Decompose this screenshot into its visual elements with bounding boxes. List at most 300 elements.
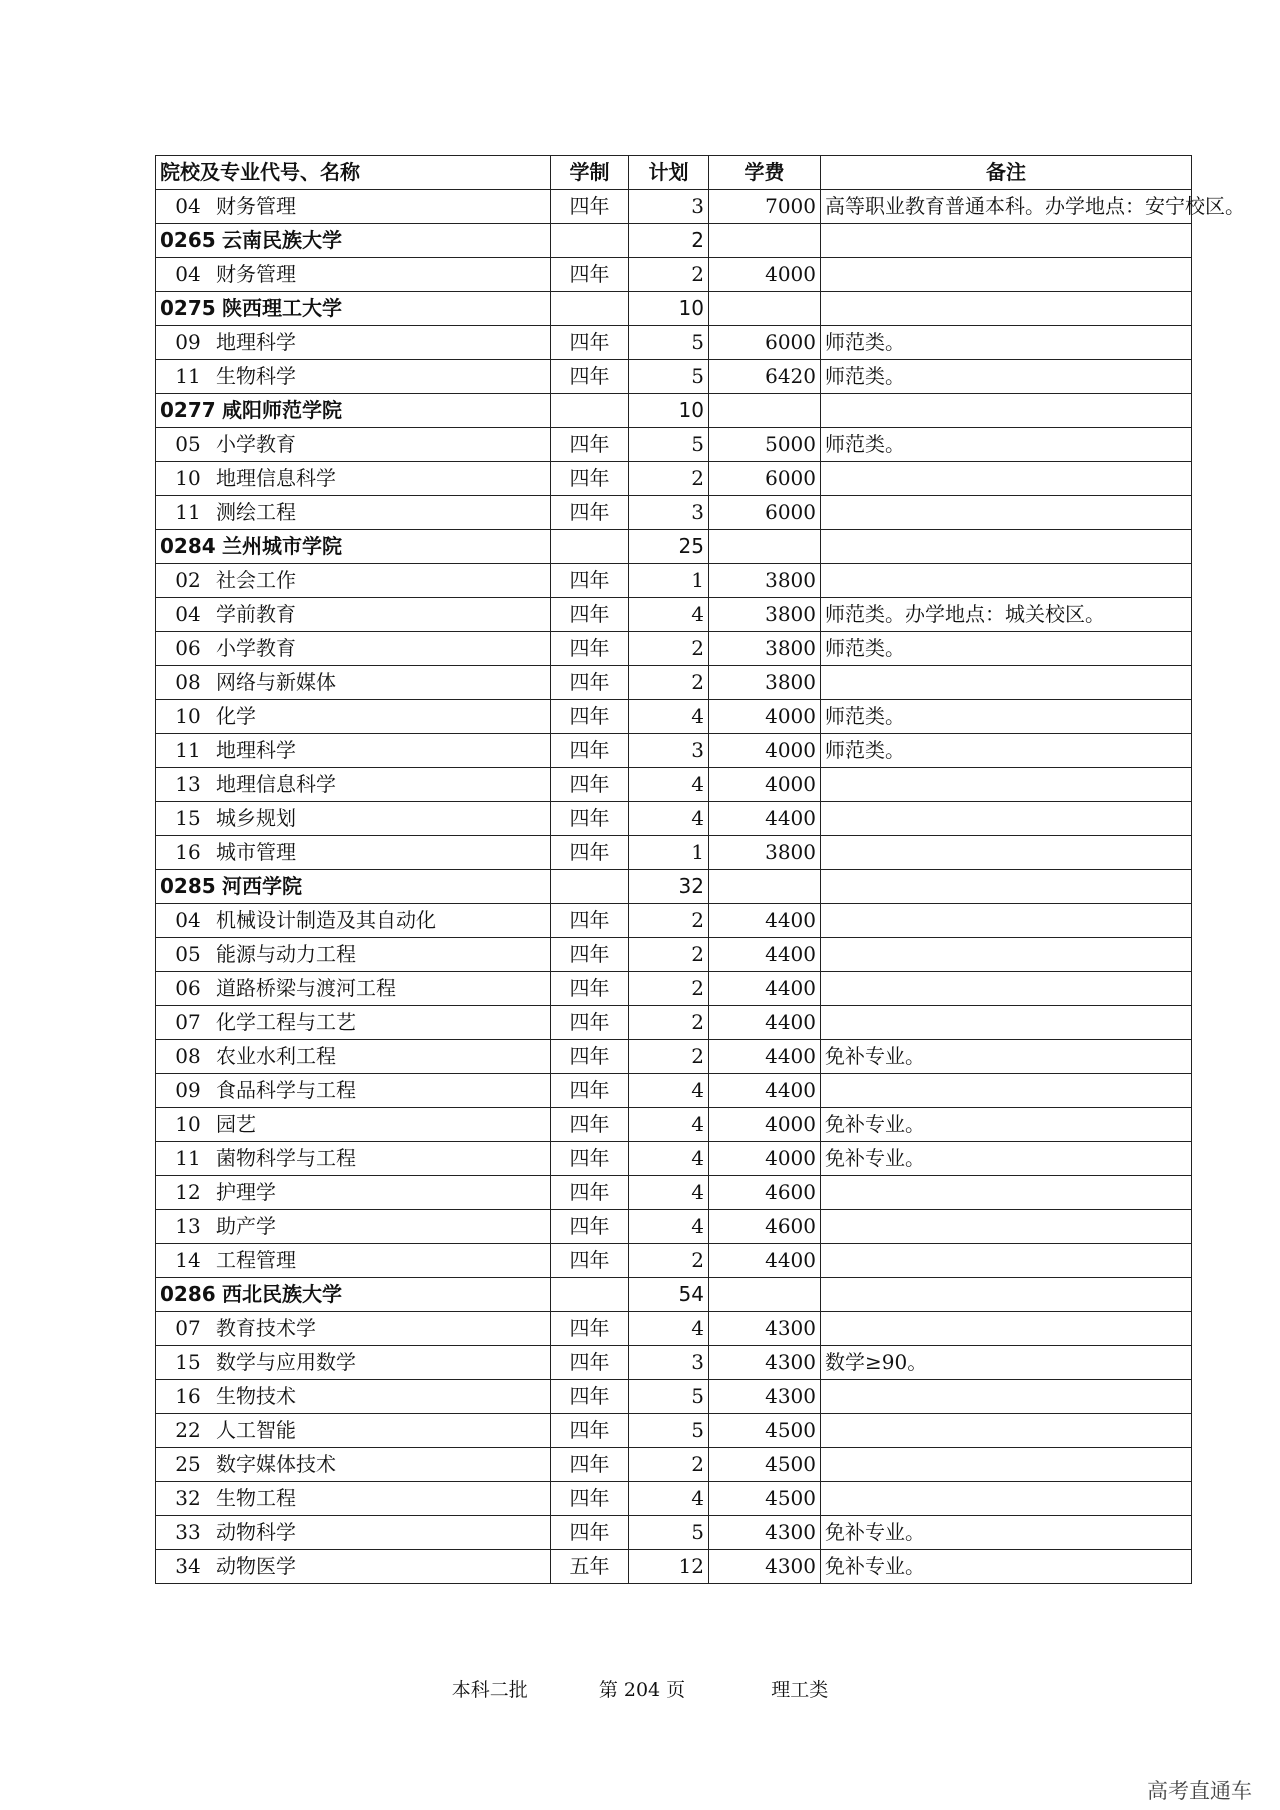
major-name: 生物技术 xyxy=(216,1384,296,1408)
major-note: 师范类。 xyxy=(821,428,1192,462)
major-code: 10 xyxy=(175,466,201,490)
major-row xyxy=(156,462,1192,496)
major-name: 小学教育 xyxy=(216,432,296,456)
school-cell xyxy=(156,394,551,428)
major-fee: 5000 xyxy=(709,428,821,462)
fee-cell xyxy=(709,292,821,326)
major-fee: 4400 xyxy=(709,1244,821,1278)
major-fee: 6000 xyxy=(709,326,821,360)
school-plan: 25 xyxy=(629,530,709,564)
major-fee: 6000 xyxy=(709,496,821,530)
major-cell xyxy=(156,1040,551,1074)
major-plan: 5 xyxy=(629,1414,709,1448)
major-name: 数字媒体技术 xyxy=(216,1452,336,1476)
major-cell xyxy=(156,734,551,768)
major-duration: 四年 xyxy=(551,496,629,530)
major-fee: 4400 xyxy=(709,1040,821,1074)
major-plan: 2 xyxy=(629,904,709,938)
header-plan: 计划 xyxy=(629,156,709,190)
major-plan: 4 xyxy=(629,700,709,734)
major-note: 免补专业。 xyxy=(821,1040,1192,1074)
major-fee: 4300 xyxy=(709,1380,821,1414)
major-plan: 4 xyxy=(629,1108,709,1142)
major-cell xyxy=(156,1312,551,1346)
footer-batch: 本科二批 xyxy=(451,1679,528,1701)
major-code: 09 xyxy=(175,330,201,354)
major-cell xyxy=(156,428,551,462)
duration-cell xyxy=(551,530,629,564)
major-cell xyxy=(156,1244,551,1278)
major-note: 免补专业。 xyxy=(821,1142,1192,1176)
major-note xyxy=(821,1414,1192,1448)
major-code: 11 xyxy=(175,364,201,388)
major-fee: 3800 xyxy=(709,564,821,598)
major-name: 教育技术学 xyxy=(216,1316,316,1340)
major-plan: 4 xyxy=(629,598,709,632)
major-note: 免补专业。 xyxy=(821,1108,1192,1142)
major-plan: 4 xyxy=(629,802,709,836)
major-cell xyxy=(156,1414,551,1448)
school-name: 咸阳师范学院 xyxy=(222,398,342,422)
major-duration: 四年 xyxy=(551,1210,629,1244)
major-note xyxy=(821,1176,1192,1210)
duration-cell xyxy=(551,224,629,258)
major-row xyxy=(156,360,1192,394)
major-name: 助产学 xyxy=(216,1214,276,1238)
major-row xyxy=(156,564,1192,598)
major-plan: 2 xyxy=(629,1006,709,1040)
major-plan: 1 xyxy=(629,564,709,598)
school-code: 0285 xyxy=(160,874,216,898)
school-name: 云南民族大学 xyxy=(222,228,342,252)
major-row xyxy=(156,802,1192,836)
header-note: 备注 xyxy=(821,156,1192,190)
major-name: 动物科学 xyxy=(216,1520,296,1544)
school-plan: 32 xyxy=(629,870,709,904)
major-cell xyxy=(156,1142,551,1176)
school-name: 陕西理工大学 xyxy=(222,296,342,320)
major-cell xyxy=(156,632,551,666)
major-name: 生物科学 xyxy=(216,364,296,388)
major-name: 人工智能 xyxy=(216,1418,296,1442)
major-cell xyxy=(156,1176,551,1210)
major-fee: 4600 xyxy=(709,1210,821,1244)
major-fee: 7000 xyxy=(709,190,821,224)
major-name: 工程管理 xyxy=(216,1248,296,1272)
major-code: 13 xyxy=(175,772,201,796)
major-note xyxy=(821,1210,1192,1244)
major-note xyxy=(821,904,1192,938)
school-name: 河西学院 xyxy=(222,874,302,898)
major-fee: 4600 xyxy=(709,1176,821,1210)
school-plan: 10 xyxy=(629,394,709,428)
note-cell xyxy=(821,224,1192,258)
major-fee: 6000 xyxy=(709,462,821,496)
major-note xyxy=(821,1380,1192,1414)
major-note xyxy=(821,1006,1192,1040)
major-plan: 2 xyxy=(629,938,709,972)
major-cell xyxy=(156,1346,551,1380)
school-cell xyxy=(156,292,551,326)
major-name: 能源与动力工程 xyxy=(216,942,356,966)
major-code: 10 xyxy=(175,704,201,728)
major-code: 08 xyxy=(175,1044,201,1068)
major-note: 师范类。 xyxy=(821,632,1192,666)
school-cell xyxy=(156,1278,551,1312)
major-name: 网络与新媒体 xyxy=(216,670,336,694)
major-duration: 四年 xyxy=(551,1516,629,1550)
major-duration: 四年 xyxy=(551,1312,629,1346)
major-note xyxy=(821,836,1192,870)
major-code: 10 xyxy=(175,1112,201,1136)
major-plan: 4 xyxy=(629,1074,709,1108)
major-fee: 4400 xyxy=(709,1074,821,1108)
major-note xyxy=(821,768,1192,802)
duration-cell xyxy=(551,1278,629,1312)
major-code: 25 xyxy=(175,1452,201,1476)
major-cell xyxy=(156,1516,551,1550)
major-row xyxy=(156,1074,1192,1108)
school-row xyxy=(156,530,1192,564)
major-code: 12 xyxy=(175,1180,201,1204)
major-row xyxy=(156,1550,1192,1584)
note-cell xyxy=(821,292,1192,326)
major-code: 34 xyxy=(175,1554,201,1578)
major-name: 机械设计制造及其自动化 xyxy=(216,908,436,932)
major-row xyxy=(156,326,1192,360)
major-row xyxy=(156,258,1192,292)
school-cell xyxy=(156,870,551,904)
header-name: 院校及专业代号、名称 xyxy=(156,156,551,190)
major-code: 13 xyxy=(175,1214,201,1238)
major-duration: 四年 xyxy=(551,326,629,360)
major-duration: 四年 xyxy=(551,1244,629,1278)
major-cell xyxy=(156,768,551,802)
major-name: 地理信息科学 xyxy=(216,772,336,796)
major-cell xyxy=(156,1074,551,1108)
major-cell xyxy=(156,1006,551,1040)
major-plan: 5 xyxy=(629,326,709,360)
fee-cell xyxy=(709,1278,821,1312)
major-row xyxy=(156,1448,1192,1482)
major-duration: 四年 xyxy=(551,1006,629,1040)
major-code: 15 xyxy=(175,806,201,830)
school-row xyxy=(156,1278,1192,1312)
major-code: 15 xyxy=(175,1350,201,1374)
major-row xyxy=(156,700,1192,734)
major-note: 师范类。 xyxy=(821,326,1192,360)
major-note xyxy=(821,1074,1192,1108)
major-row xyxy=(156,1312,1192,1346)
major-fee: 4400 xyxy=(709,938,821,972)
major-note xyxy=(821,1448,1192,1482)
major-code: 05 xyxy=(175,432,201,456)
major-fee: 4400 xyxy=(709,802,821,836)
major-code: 16 xyxy=(175,1384,201,1408)
major-duration: 四年 xyxy=(551,700,629,734)
school-name: 兰州城市学院 xyxy=(222,534,342,558)
major-note xyxy=(821,1244,1192,1278)
major-code: 33 xyxy=(175,1520,201,1544)
major-duration: 四年 xyxy=(551,1176,629,1210)
major-name: 动物医学 xyxy=(216,1554,296,1578)
major-fee: 4500 xyxy=(709,1482,821,1516)
major-fee: 4000 xyxy=(709,1142,821,1176)
major-code: 22 xyxy=(175,1418,201,1442)
major-duration: 四年 xyxy=(551,428,629,462)
major-row xyxy=(156,598,1192,632)
major-cell xyxy=(156,1448,551,1482)
major-note: 高等职业教育普通本科。办学地点：安宁校区。 xyxy=(821,190,1192,224)
major-plan: 3 xyxy=(629,496,709,530)
major-name: 园艺 xyxy=(216,1112,256,1136)
major-name: 道路桥梁与渡河工程 xyxy=(216,976,396,1000)
school-row xyxy=(156,394,1192,428)
duration-cell xyxy=(551,292,629,326)
major-row xyxy=(156,190,1192,224)
major-row xyxy=(156,1380,1192,1414)
major-cell xyxy=(156,190,551,224)
major-name: 财务管理 xyxy=(216,262,296,286)
major-duration: 四年 xyxy=(551,1448,629,1482)
major-note xyxy=(821,1312,1192,1346)
major-duration: 四年 xyxy=(551,1074,629,1108)
major-duration: 四年 xyxy=(551,1346,629,1380)
major-note: 免补专业。 xyxy=(821,1516,1192,1550)
major-code: 11 xyxy=(175,500,201,524)
major-cell xyxy=(156,666,551,700)
major-duration: 四年 xyxy=(551,360,629,394)
note-cell xyxy=(821,870,1192,904)
major-fee: 3800 xyxy=(709,632,821,666)
major-duration: 四年 xyxy=(551,258,629,292)
major-duration: 四年 xyxy=(551,802,629,836)
major-duration: 四年 xyxy=(551,972,629,1006)
watermark-text: 高考直通车 xyxy=(1147,1779,1252,1803)
major-name: 城市管理 xyxy=(216,840,296,864)
major-duration: 五年 xyxy=(551,1550,629,1584)
table-body xyxy=(156,190,1245,1584)
duration-cell xyxy=(551,394,629,428)
major-note: 师范类。 xyxy=(821,734,1192,768)
major-plan: 2 xyxy=(629,632,709,666)
major-code: 08 xyxy=(175,670,201,694)
major-note: 师范类。 xyxy=(821,360,1192,394)
major-plan: 2 xyxy=(629,258,709,292)
major-plan: 5 xyxy=(629,360,709,394)
major-fee: 6420 xyxy=(709,360,821,394)
school-code: 0284 xyxy=(160,534,216,558)
major-duration: 四年 xyxy=(551,666,629,700)
school-code: 0265 xyxy=(160,228,216,252)
major-duration: 四年 xyxy=(551,1108,629,1142)
major-cell xyxy=(156,904,551,938)
major-fee: 4400 xyxy=(709,972,821,1006)
major-row xyxy=(156,428,1192,462)
major-code: 11 xyxy=(175,1146,201,1170)
major-name: 数学与应用数学 xyxy=(216,1350,356,1374)
major-name: 化学工程与工艺 xyxy=(216,1010,356,1034)
major-plan: 2 xyxy=(629,1244,709,1278)
major-fee: 4300 xyxy=(709,1516,821,1550)
major-cell xyxy=(156,1550,551,1584)
major-duration: 四年 xyxy=(551,1482,629,1516)
note-cell xyxy=(821,1278,1192,1312)
major-name: 城乡规划 xyxy=(216,806,296,830)
school-code: 0286 xyxy=(160,1282,216,1306)
major-code: 04 xyxy=(175,262,201,286)
major-note xyxy=(821,802,1192,836)
major-plan: 12 xyxy=(629,1550,709,1584)
major-name: 农业水利工程 xyxy=(216,1044,336,1068)
major-note: 师范类。 xyxy=(821,700,1192,734)
major-plan: 3 xyxy=(629,734,709,768)
major-plan: 4 xyxy=(629,1142,709,1176)
major-duration: 四年 xyxy=(551,1380,629,1414)
major-duration: 四年 xyxy=(551,1040,629,1074)
major-code: 05 xyxy=(175,942,201,966)
major-fee: 4300 xyxy=(709,1346,821,1380)
major-name: 财务管理 xyxy=(216,194,296,218)
major-plan: 4 xyxy=(629,768,709,802)
major-row xyxy=(156,1482,1192,1516)
major-duration: 四年 xyxy=(551,904,629,938)
major-cell xyxy=(156,802,551,836)
major-name: 菌物科学与工程 xyxy=(216,1146,356,1170)
major-plan: 2 xyxy=(629,462,709,496)
major-fee: 3800 xyxy=(709,666,821,700)
school-cell xyxy=(156,530,551,564)
major-row xyxy=(156,1210,1192,1244)
major-plan: 3 xyxy=(629,1346,709,1380)
major-plan: 5 xyxy=(629,1380,709,1414)
major-code: 06 xyxy=(175,976,201,1000)
major-note xyxy=(821,666,1192,700)
major-code: 06 xyxy=(175,636,201,660)
major-note xyxy=(821,462,1192,496)
duration-cell xyxy=(551,870,629,904)
major-code: 14 xyxy=(175,1248,201,1272)
major-fee: 4400 xyxy=(709,1006,821,1040)
major-name: 护理学 xyxy=(216,1180,276,1204)
note-cell xyxy=(821,394,1192,428)
major-name: 生物工程 xyxy=(216,1486,296,1510)
major-code: 04 xyxy=(175,194,201,218)
major-name: 测绘工程 xyxy=(216,500,296,524)
school-row xyxy=(156,224,1192,258)
major-name: 地理科学 xyxy=(216,738,296,762)
major-row xyxy=(156,1142,1192,1176)
school-plan: 10 xyxy=(629,292,709,326)
major-plan: 2 xyxy=(629,1448,709,1482)
major-cell xyxy=(156,972,551,1006)
major-duration: 四年 xyxy=(551,768,629,802)
footer-page-number: 第 204 页 xyxy=(598,1679,686,1701)
major-row xyxy=(156,496,1192,530)
major-name: 地理信息科学 xyxy=(216,466,336,490)
major-fee: 4500 xyxy=(709,1448,821,1482)
major-cell xyxy=(156,700,551,734)
major-cell xyxy=(156,360,551,394)
major-duration: 四年 xyxy=(551,462,629,496)
school-row xyxy=(156,870,1192,904)
header-duration: 学制 xyxy=(551,156,629,190)
major-plan: 5 xyxy=(629,428,709,462)
major-fee: 4000 xyxy=(709,734,821,768)
major-cell xyxy=(156,1482,551,1516)
major-name: 小学教育 xyxy=(216,636,296,660)
major-note xyxy=(821,496,1192,530)
major-row xyxy=(156,904,1192,938)
major-name: 食品科学与工程 xyxy=(216,1078,356,1102)
major-duration: 四年 xyxy=(551,190,629,224)
major-code: 11 xyxy=(175,738,201,762)
major-cell xyxy=(156,598,551,632)
major-fee: 4000 xyxy=(709,258,821,292)
major-note: 数学≥90。 xyxy=(821,1346,1192,1380)
major-cell xyxy=(156,462,551,496)
major-row xyxy=(156,1244,1192,1278)
major-name: 地理科学 xyxy=(216,330,296,354)
major-row xyxy=(156,938,1192,972)
major-row xyxy=(156,666,1192,700)
major-name: 学前教育 xyxy=(216,602,296,626)
major-code: 16 xyxy=(175,840,201,864)
major-plan: 2 xyxy=(629,972,709,1006)
major-note: 免补专业。 xyxy=(821,1550,1192,1584)
major-duration: 四年 xyxy=(551,734,629,768)
major-note xyxy=(821,938,1192,972)
major-row xyxy=(156,1516,1192,1550)
major-fee: 4000 xyxy=(709,1108,821,1142)
school-code: 0275 xyxy=(160,296,216,320)
major-plan: 4 xyxy=(629,1312,709,1346)
major-row xyxy=(156,768,1192,802)
major-code: 07 xyxy=(175,1010,201,1034)
major-duration: 四年 xyxy=(551,564,629,598)
major-duration: 四年 xyxy=(551,1142,629,1176)
school-plan: 54 xyxy=(629,1278,709,1312)
major-name: 化学 xyxy=(216,704,256,728)
major-fee: 3800 xyxy=(709,836,821,870)
school-cell xyxy=(156,224,551,258)
major-row xyxy=(156,1414,1192,1448)
major-plan: 3 xyxy=(629,190,709,224)
major-fee: 4300 xyxy=(709,1550,821,1584)
major-row xyxy=(156,1108,1192,1142)
major-note xyxy=(821,564,1192,598)
major-code: 32 xyxy=(175,1486,201,1510)
major-plan: 2 xyxy=(629,666,709,700)
major-code: 07 xyxy=(175,1316,201,1340)
major-fee: 3800 xyxy=(709,598,821,632)
major-fee: 4000 xyxy=(709,700,821,734)
major-row xyxy=(156,972,1192,1006)
major-note xyxy=(821,258,1192,292)
major-row xyxy=(156,632,1192,666)
major-row xyxy=(156,836,1192,870)
fee-cell xyxy=(709,394,821,428)
major-code: 09 xyxy=(175,1078,201,1102)
header-fee: 学费 xyxy=(709,156,821,190)
table-header-row xyxy=(156,156,1192,190)
school-row xyxy=(156,292,1192,326)
major-plan: 2 xyxy=(629,1040,709,1074)
major-note xyxy=(821,972,1192,1006)
major-fee: 4400 xyxy=(709,904,821,938)
major-code: 02 xyxy=(175,568,201,592)
school-plan: 2 xyxy=(629,224,709,258)
